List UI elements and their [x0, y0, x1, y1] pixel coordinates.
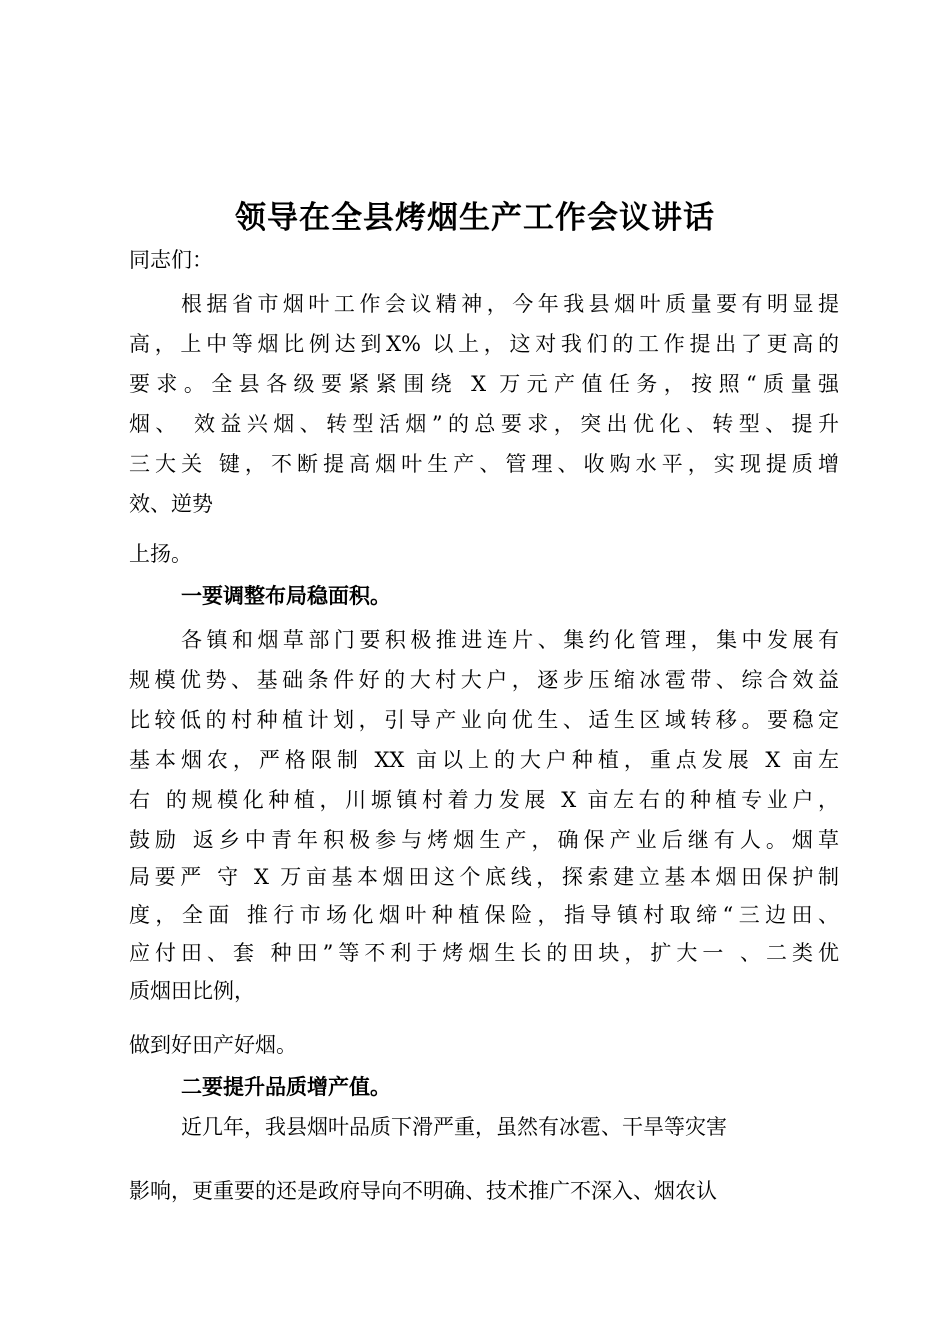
- para2-tail: 做到好田产好烟。: [129, 1033, 297, 1057]
- para3-line: 影响，更重要的还是政府导向不明确、技术推广不深入、烟农认: [129, 1179, 717, 1203]
- document-title: 领导在全县烤烟生产工作会议讲话: [235, 200, 715, 236]
- para1-line: 烟、 效益兴烟、转型活烟”的总要求，突出优化、转型、提升: [129, 412, 839, 436]
- para2-line: 基本烟农，严格限制 XX 亩以上的大户种植，重点发展 X 亩左: [129, 748, 839, 772]
- para2-line: 质烟田比例，: [129, 979, 255, 1003]
- para1-line: 要求。全县各级要紧紧围绕 X 万元产值任务，按照“质量强: [129, 372, 839, 396]
- para2-line: 鼓励 返乡中青年积极参与烤烟生产，确保产业后继有人。烟草: [129, 828, 839, 852]
- para2-line: 局要严 守 X 万亩基本烟田这个底线，探索建立基本烟田保护制: [129, 865, 839, 889]
- greeting: 同志们：: [129, 248, 213, 272]
- para2-line: 度，全面 推行市场化烟叶种植保险，指导镇村取缔“三边田、: [129, 903, 839, 927]
- para2-line: 比较低的村种植计划，引导产业向优生、适生区域转移。要稳定: [129, 708, 839, 732]
- para2-line: 各镇和烟草部门要积极推进连片、集约化管理，集中发展有: [181, 628, 839, 652]
- para1-line: 根据省市烟叶工作会议精神，今年我县烟叶质量要有明显提: [181, 292, 839, 316]
- section-heading-1: 一要调整布局稳面积。: [181, 584, 391, 608]
- para1-line: 三大关 键，不断提高烟叶生产、管理、收购水平，实现提质增: [129, 452, 839, 476]
- para2-line: 应付田、套 种田”等不利于烤烟生长的田块，扩大一 、二类优: [129, 941, 839, 965]
- para3-line: 近几年，我县烟叶品质下滑严重，虽然有冰雹、干旱等灾害: [181, 1115, 727, 1139]
- para1-line: 高，上中等烟比例达到X% 以上，这对我们的工作提出了更高的: [129, 332, 839, 356]
- para1-line: 效、逆势: [129, 492, 213, 516]
- para1-tail: 上扬。: [129, 542, 192, 566]
- para2-line: 右 的规模化种植，川塬镇村着力发展 X 亩左右的种植专业户，: [129, 788, 839, 812]
- section-heading-2: 二要提升品质增产值。: [181, 1075, 391, 1099]
- para2-line: 规模优势、基础条件好的大村大户，逐步压缩冰雹带、综合效益: [129, 668, 839, 692]
